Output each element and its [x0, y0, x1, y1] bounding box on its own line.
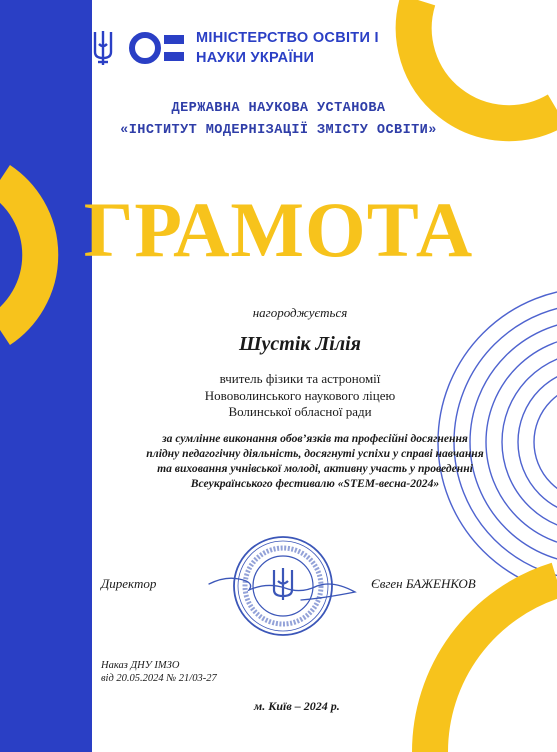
- reason-line1: за сумлінне виконання обов’язків та професійні досягнення: [162, 432, 468, 445]
- order-line2: від 20.05.2024 № 21/03-27: [101, 673, 217, 684]
- recipient-position: [0, 371, 557, 421]
- awarded-label: нагороджується: [252, 305, 348, 320]
- bottom-right-yellow-arc: [430, 580, 557, 752]
- place-and-date: м. Київ – 2024 р.: [254, 699, 340, 713]
- order-reference: [101, 659, 217, 685]
- certificate-title: ГРАМОТА: [83, 186, 474, 273]
- institute-line2: «ІНСТИТУТ МОДЕРНІЗАЦІЇ ЗМІСТУ ОСВІТИ»: [120, 123, 437, 138]
- ministry-logo-icon: [128, 31, 186, 65]
- director-name: Євген БАЖЕНКОВ: [371, 576, 476, 591]
- ministry-name: [196, 28, 379, 68]
- ministry-name-line2: НАУКИ УКРАЇНИ: [196, 50, 315, 66]
- order-line1: Наказ ДНУ ІМЗО: [101, 660, 180, 671]
- ministry-header: [92, 28, 379, 68]
- institute-line1: ДЕРЖАВНА НАУКОВА УСТАНОВА: [171, 101, 386, 116]
- award-reason: [0, 431, 557, 491]
- position-line2: Нововолинського наукового ліцею: [204, 387, 396, 403]
- director-label: Директор: [101, 576, 157, 591]
- institute-name: [0, 98, 557, 142]
- position-line1: вчитель фізики та астрономії: [219, 371, 381, 386]
- trident-icon: [92, 28, 114, 68]
- director-signature: [205, 570, 365, 610]
- recipient-name: Шустік Лілія: [239, 333, 361, 355]
- position-line3: Волинської обласної ради: [228, 404, 372, 419]
- reason-line3: та виховання учнівської молоді, активну участь у проведенні: [157, 462, 473, 475]
- reason-line4: Всеукраїнського фестивалю «STEM-весна-2024»: [190, 477, 440, 490]
- reason-line2: плідну педагогічну діяльність, досягнуті успіхи у справі навчання: [146, 447, 484, 460]
- ministry-name-line1: МІНІСТЕРСТВО ОСВІТИ І: [196, 30, 379, 46]
